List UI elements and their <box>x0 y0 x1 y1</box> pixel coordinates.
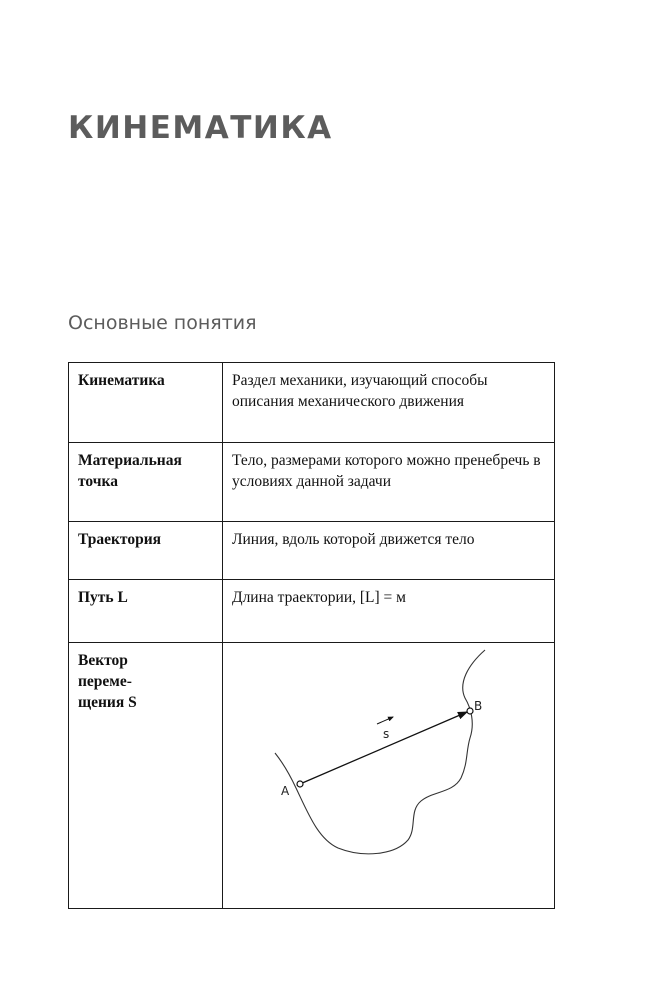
definition-cell: Длина траектории, [L] = м <box>223 580 555 643</box>
term-cell: Траектория <box>69 522 223 580</box>
definition-cell: Линия, вдоль которой движется тело <box>223 522 555 580</box>
section-title: Основные понятия <box>68 312 257 334</box>
term-cell: Путь L <box>69 580 223 643</box>
point-a-marker <box>297 781 303 787</box>
figure-cell <box>223 643 555 909</box>
point-b-label: B <box>474 699 483 713</box>
point-a-label: A <box>281 784 290 798</box>
concepts-table <box>68 362 555 909</box>
table-row <box>69 643 555 909</box>
point-b-marker <box>467 708 473 714</box>
term-cell: Кинематика <box>69 363 223 443</box>
term-cell <box>69 443 223 522</box>
displacement-diagram <box>223 643 556 908</box>
chapter-title: КИНЕМАТИКА <box>68 110 333 146</box>
displacement-vector <box>300 712 467 784</box>
table-row <box>69 443 555 522</box>
vector-label-arrow <box>377 717 393 724</box>
term-line: Материальная точка <box>78 452 182 490</box>
term-line: Вектор переме- щения S <box>78 652 137 711</box>
table-row <box>69 580 555 643</box>
table-row <box>69 522 555 580</box>
trajectory-curve <box>275 650 485 854</box>
definition-cell: Тело, размерами которого можно пренебречь в условиях данной задачи <box>223 443 555 522</box>
vector-label: s <box>383 727 390 741</box>
table-row <box>69 363 555 443</box>
term-cell <box>69 643 223 909</box>
definition-cell: Раздел механики, изучающий способы описания механического движения <box>223 363 555 443</box>
